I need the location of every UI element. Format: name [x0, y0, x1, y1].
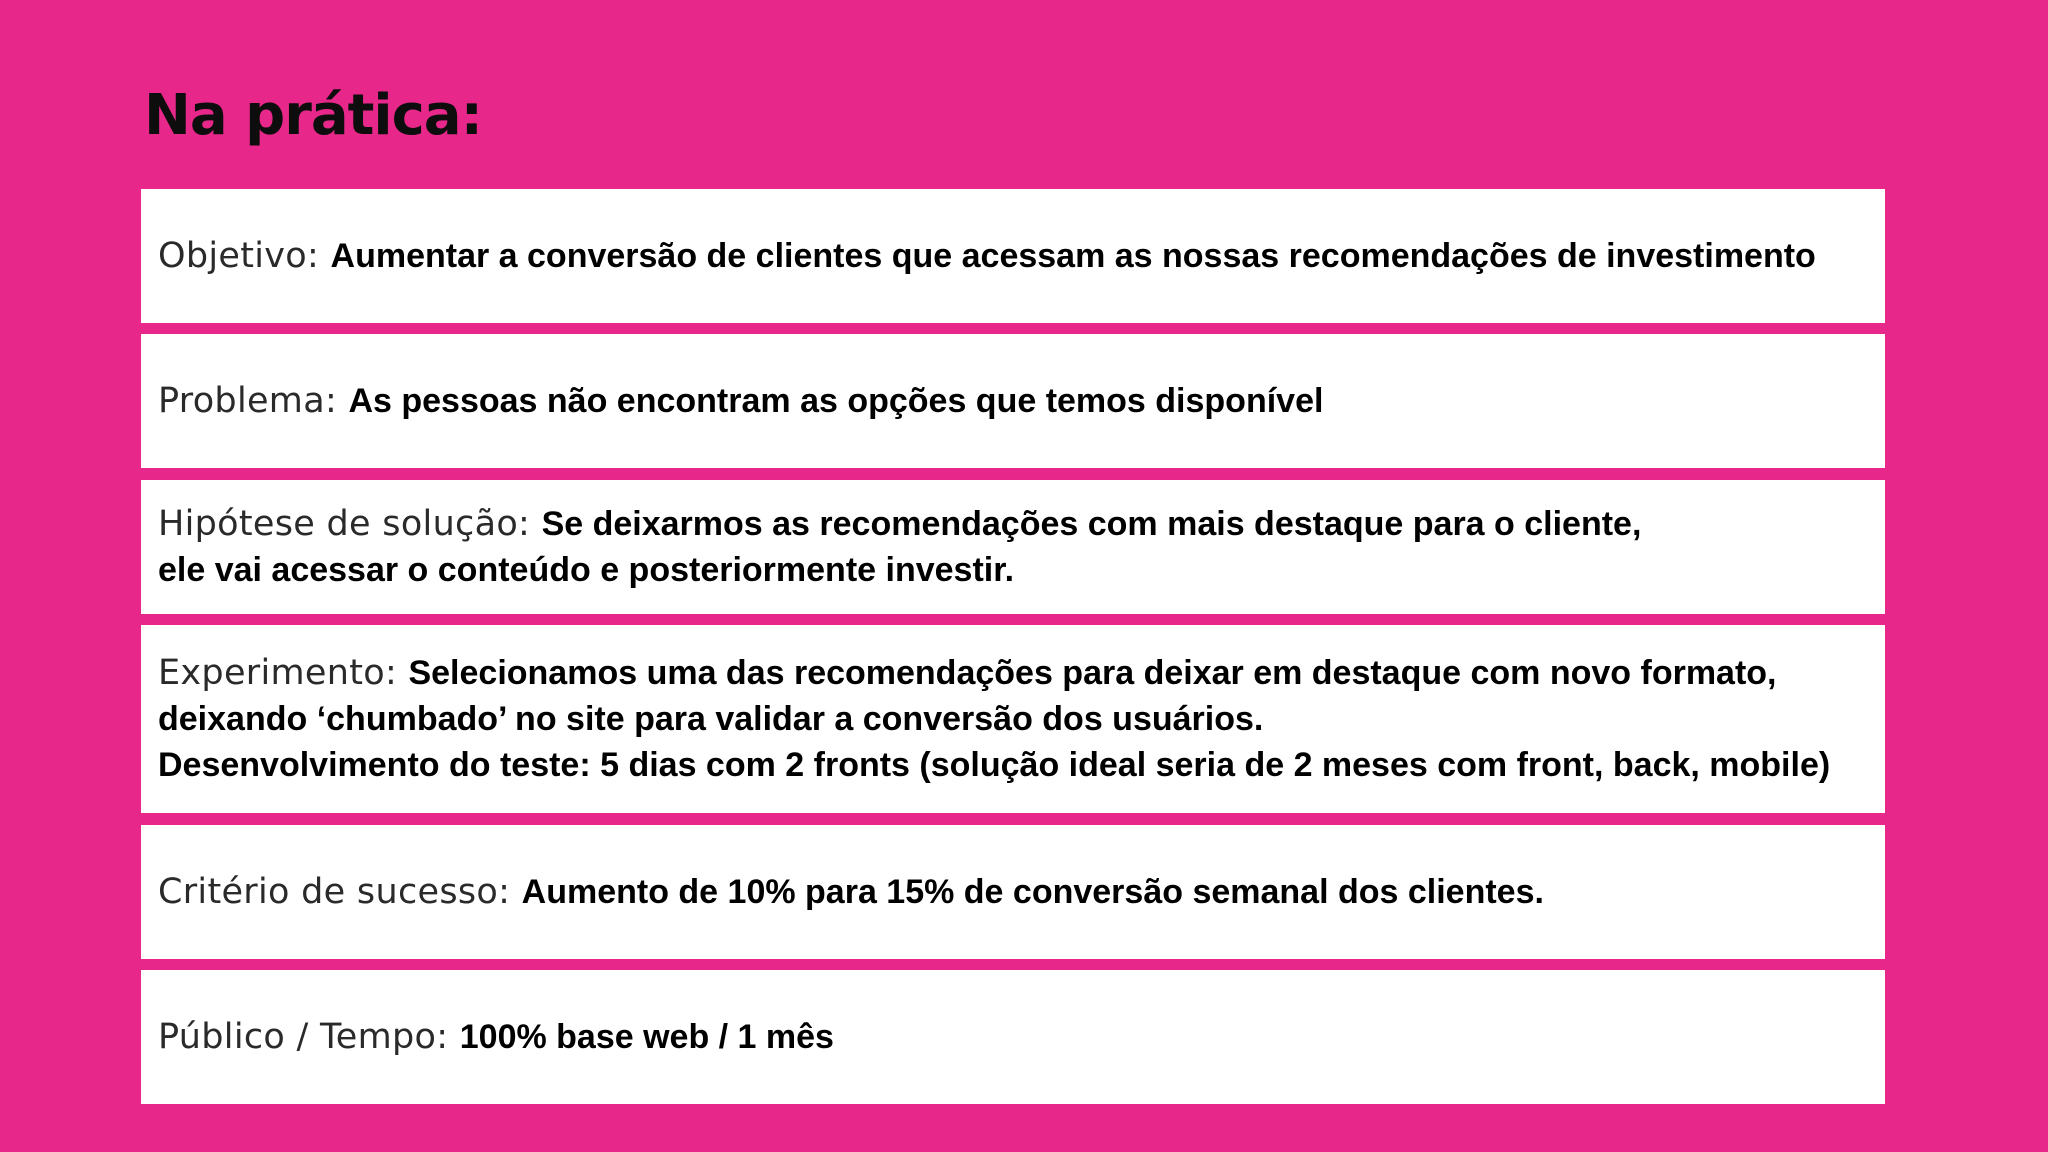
card-publico	[141, 970, 1885, 1104]
problema-value: As pessoas não encontram as opções que temos disponível	[348, 382, 1324, 420]
card-objetivo	[141, 189, 1885, 323]
experimento-value-line2: deixando ‘chumbado’ no site para validar a conversão dos usuários.	[158, 700, 1264, 738]
card-problema	[141, 334, 1885, 468]
experimento-value-line3: Desenvolvimento do teste: 5 dias com 2 fronts (solução ideal seria de 2 meses com front, back, mobile)	[158, 746, 1831, 784]
objetivo-value: Aumentar a conversão de clientes que acessam as nossas recomendações de investimento	[330, 237, 1816, 275]
objetivo-label: Objetivo:	[158, 236, 331, 276]
criterio-label: Critério de sucesso:	[158, 872, 522, 912]
hipotese-value: Se deixarmos as recomendações com mais destaque para o cliente,	[541, 505, 1642, 543]
problema-label: Problema:	[158, 381, 349, 421]
criterio-value: Aumento de 10% para 15% de conversão semanal dos clientes.	[521, 873, 1544, 911]
experimento-label: Experimento:	[158, 653, 409, 693]
card-hipotese	[141, 480, 1885, 614]
publico-value: 100% base web / 1 mês	[459, 1018, 834, 1056]
hipotese-value-line2: ele vai acessar o conteúdo e posteriormente investir.	[158, 551, 1015, 589]
card-criterio	[141, 825, 1885, 959]
slide-title: Na prática:	[144, 83, 482, 148]
publico-label: Público / Tempo:	[158, 1017, 460, 1057]
hipotese-label: Hipótese de solução:	[158, 504, 542, 544]
experimento-value: Selecionamos uma das recomendações para deixar em destaque com novo formato,	[408, 654, 1777, 692]
card-experimento	[141, 625, 1885, 813]
